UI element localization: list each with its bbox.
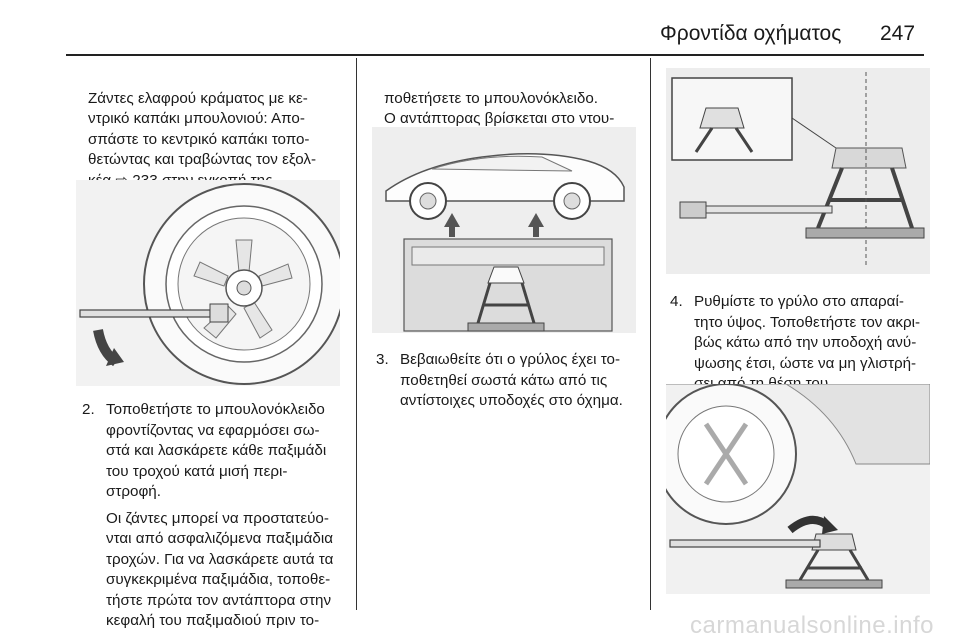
page-number: 247	[880, 22, 916, 45]
wheel-wrench-illustration	[76, 180, 340, 386]
step-4-number: 4.	[670, 293, 683, 310]
step-4	[670, 292, 940, 395]
step-3	[376, 350, 646, 412]
column-divider	[356, 58, 357, 610]
step-2-number: 2.	[82, 401, 95, 418]
car-jack-points-illustration	[372, 127, 636, 333]
step-2	[82, 400, 354, 632]
header-rule	[66, 54, 924, 56]
watermark: carmanualsonline.info	[690, 612, 934, 639]
step-2-note: Οι ζάντες μπορεί να προστατεύο- νται από ασφαλιζόμενα παξιμάδια τροχών. Για να λασκάρετε αυτά τα συγκεκριμένα παξιμάδια, τοποθε- τήστε πρώτα τον αντάπτορα στην κεφαλή του παξιμαδιού πριν το-	[106, 509, 334, 629]
continuation-text: ποθετήσετε το μπουλονόκλειδο. Ο αντάπτορας βρίσκεται στο ντου-	[384, 89, 615, 127]
intro-text: Ζάντες ελαφρού κράματος με κε- ντρικό καπάκι μπουλονιού: Απο- σπάστε το κεντρικό καπάκι τοπο- θετώντας και τραβώντας τον εξολ-	[88, 89, 317, 168]
step-3-text: Βεβαιωθείτε ότι ο γρύλος έχει το- ποθετηθεί σωστά κάτω από τις αντίστοιχες υποδοχές στο όχημα.	[400, 351, 623, 409]
step-4-text: Ρυθμίστε το γρύλο στο απαραί- τητο ύψος. Τοποθετήστε τον ακρι- βώς κάτω από την υποδοχή ανύ- ψωσης έτσι, ώστε να μη γλιστρή-	[694, 293, 921, 372]
section-title: Φροντίδα οχήματος	[660, 22, 842, 45]
step-2-text: Τοποθετήστε το μπουλονόκλειδο φροντίζοντας να εφαρμόσει σω- στά και λασκάρετε κάθε παξιμάδι του τροχού κατά μισή περι- στροφή.	[106, 401, 327, 500]
page-header	[0, 0, 960, 58]
step-3-number: 3.	[376, 351, 389, 368]
jack-alignment-illustration	[666, 68, 930, 274]
column-divider-2	[650, 58, 651, 610]
jack-crank-illustration	[666, 384, 930, 594]
